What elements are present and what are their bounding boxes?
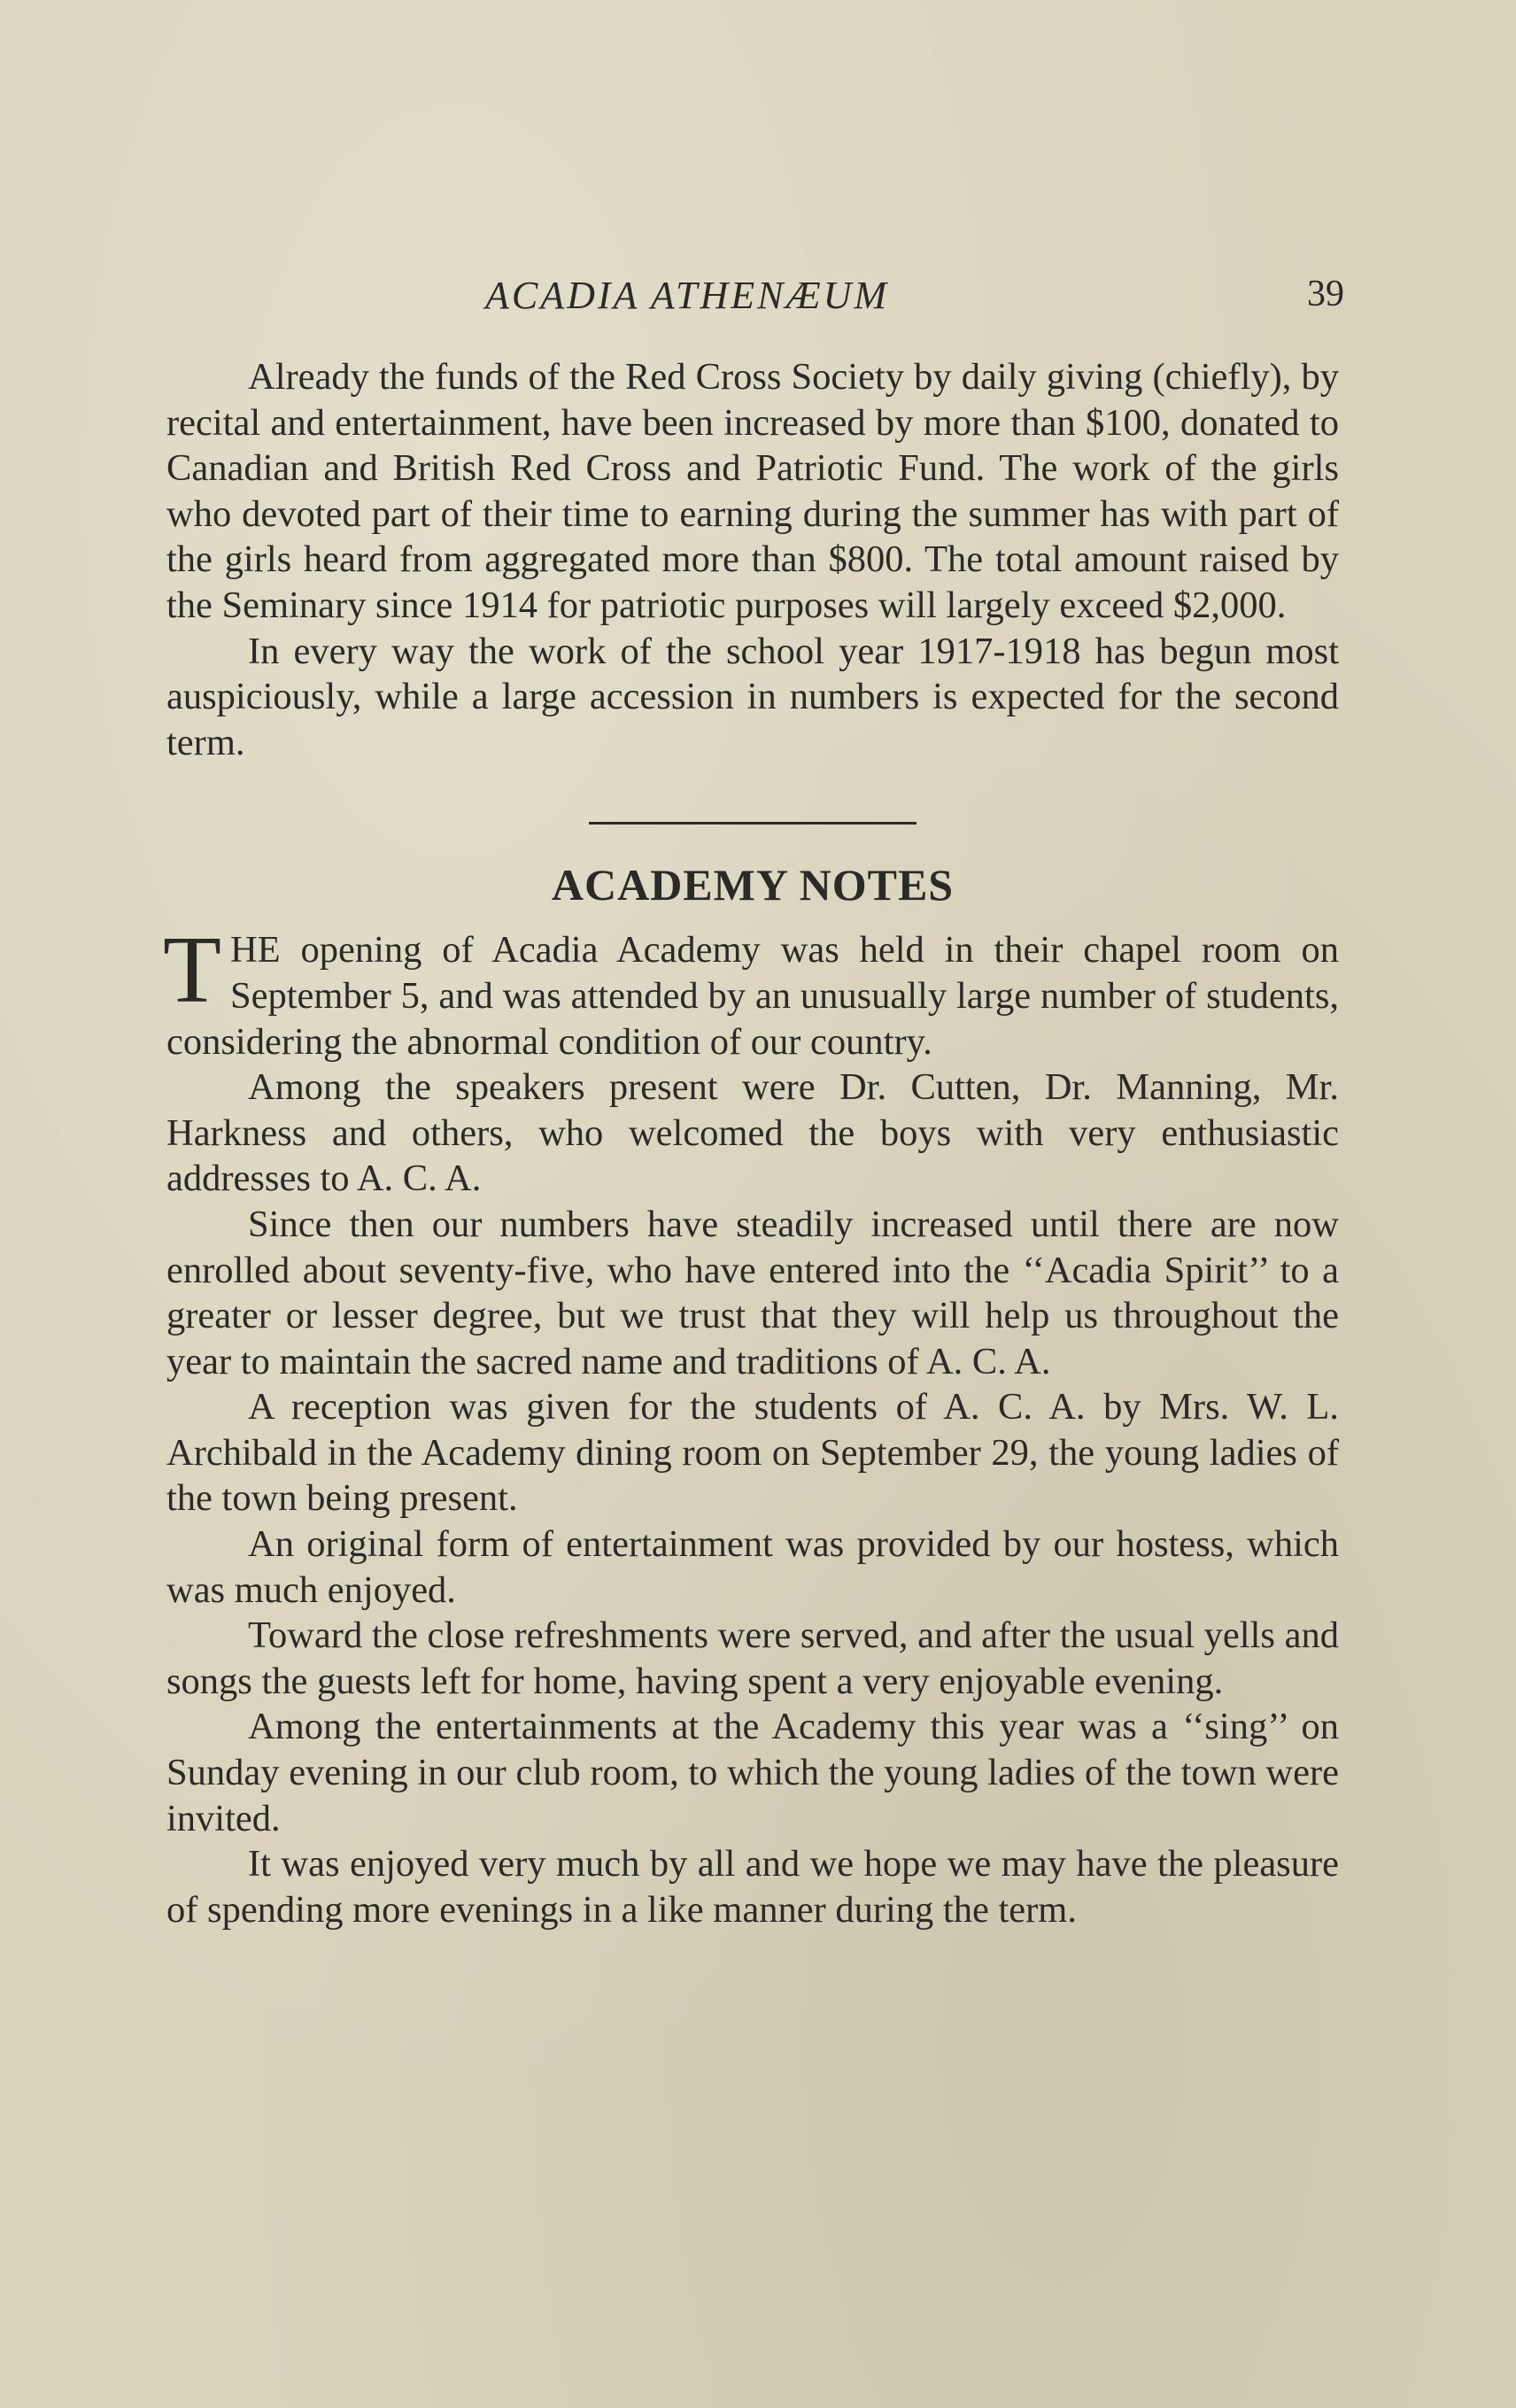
running-title: ACADIA ATHENÆUM bbox=[485, 274, 890, 317]
section-first-paragraph bbox=[163, 918, 1339, 1065]
drop-cap: T bbox=[163, 918, 221, 1024]
body-paragraph: An original form of entertainment was provided by our hostess, which was much enjoyed. bbox=[166, 1523, 1339, 1611]
body-paragraph: Since then our numbers have steadily increased until there are now enrolled about seventy-five, who have entered into the ‘‘Acadia Spirit’’ to a greater or lesser degree, but we trust that they will help us throughout the year to maintain the sacred name and traditions of A. C. A. bbox=[166, 1203, 1339, 1382]
text-column bbox=[163, 354, 1339, 1932]
section-heading: ACADEMY NOTES bbox=[551, 860, 955, 910]
body-paragraph: It was enjoyed very much by all and we hope we may have the pleasure of spending more evenings in a like manner during the term. bbox=[166, 1843, 1339, 1931]
page-number: 39 bbox=[1307, 274, 1344, 314]
page-header bbox=[166, 273, 1344, 326]
body-paragraph: A reception was given for the students of A. C. A. by Mrs. W. L. Archibald in the Academy dining room on September 29, the young ladies of the town being present. bbox=[166, 1386, 1339, 1520]
body-paragraph: Toward the close refreshments were served, and after the usual yells and songs the guests left for home, having spent a very enjoyable evening. bbox=[166, 1614, 1339, 1702]
body-paragraph: In every way the work of the school year 1917-1918 has begun most auspiciously, while a large accession in numbers is expected for the second term. bbox=[166, 630, 1339, 763]
section-divider bbox=[589, 822, 917, 825]
body-paragraph: Among the entertainments at the Academy this year was a ‘‘sing’’ on Sunday evening in our club room, to which the young ladies of the town were invited. bbox=[166, 1706, 1339, 1839]
first-paragraph-text: HE opening of Acadia Academy was held in their chapel room on September 5, and was attended by an unusually large number of students, considering the abnormal condition of our country. bbox=[166, 929, 1339, 1063]
body-paragraph: Among the speakers present were Dr. Cutten, Dr. Manning, Mr. Harkness and others, who welcomed the boys with very enthusiastic addresses to A. C. A. bbox=[166, 1066, 1339, 1200]
body-paragraph: Already the funds of the Red Cross Society by daily giving (chiefly), by recital and entertainment, have been increased by more than $100, donated to Canadian and British Red Cross and Patriotic Fund. The work of the girls who devoted part of their time to earning during the summer has with part of the girls heard from aggregated more than $800. The total amount raised by the Seminary since 1914 for patriotic purposes will largely exceed $2,000. bbox=[166, 356, 1339, 626]
